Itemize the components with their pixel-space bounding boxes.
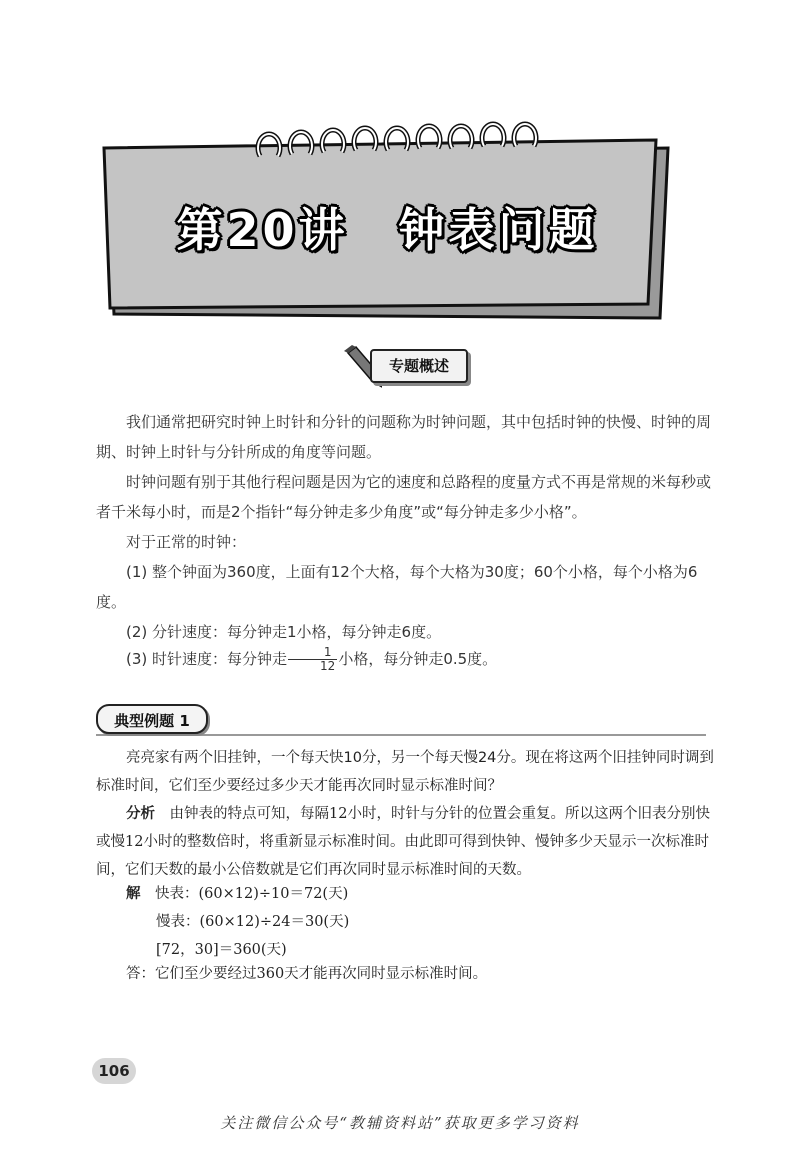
overview-item-3: [96, 644, 716, 674]
overview-paragraph-1: 我们通常把研究时钟上时针和分针的问题称为时钟问题，其中包括时钟的快慢、时钟的周期、时钟上时针与分针所成的角度等问题。: [96, 413, 712, 461]
section-tag-label: 专题概述: [388, 357, 449, 375]
page-number: 106: [92, 1058, 136, 1084]
overview-item-2: (2) 分针速度：每分钟走1小格，每分钟走6度。: [126, 623, 442, 641]
analysis-text: 由钟表的特点可知，每隔12小时，时针与分针的位置会重复。所以这两个旧表分别快或慢12小时的整数倍时，将重新显示标准时间。由此即可得到快钟、慢钟多少天显示一次标准时间，它们天数的最小公倍数就是它们再次同时显示标准时间的天数。: [96, 806, 710, 878]
overview-paragraph-2: 时钟问题有别于其他行程问题是因为它的速度和总路程的度量方式不再是常规的米每秒或者千米每小时，而是2个指针“每分钟走多少角度”或“每分钟走多少小格”。: [96, 473, 712, 521]
overview-item-3-prefix: (3) 时针速度：每分钟走: [126, 650, 288, 668]
solution-line-2: 慢表：(60×12)÷24＝30(天): [156, 914, 350, 930]
analysis-label: 分析: [126, 805, 155, 822]
footer-note: 关注微信公众号“教辅资料站”获取更多学习资料: [220, 1114, 580, 1132]
example-solution: [126, 880, 746, 964]
fraction-numerator: 1: [288, 646, 337, 660]
fraction-denominator: 12: [320, 659, 336, 673]
overview-paragraph-3: 对于正常的时钟：: [126, 533, 247, 551]
solution-label: 解: [126, 885, 141, 902]
example-pill: [96, 704, 208, 734]
example-problem: 亮亮家有两个旧挂钟，一个每天快10分，另一个每天慢24分。现在将这两个旧挂钟同时调到标准时间，它们至少要经过多少天才能再次同时显示标准时间？: [96, 750, 714, 794]
fraction: [288, 646, 337, 673]
overview-item-1: (1) 整个钟面为360度，上面有12个大格，每个大格为30度；60个小格，每个小格为6度。: [96, 563, 698, 611]
solution-line-3: [72，30]＝360(天): [156, 942, 287, 958]
solution-line-1-text: 快表：(60×12)÷10＝72(天): [155, 886, 349, 902]
example-header: [96, 704, 706, 736]
chapter-title: 第20讲 钟表问题: [176, 203, 599, 257]
example-header-label: 典型例题 1: [114, 712, 190, 730]
section-tag: [342, 345, 472, 389]
section-tag-box: [370, 349, 468, 383]
overview-item-3-suffix: 小格，每分钟走0.5度。: [338, 650, 498, 668]
chapter-banner: [100, 118, 675, 328]
solution-line-1: [126, 880, 746, 908]
example-analysis: [96, 800, 716, 884]
example-answer: 答：它们至少要经过360天才能再次同时显示标准时间。: [126, 966, 488, 982]
